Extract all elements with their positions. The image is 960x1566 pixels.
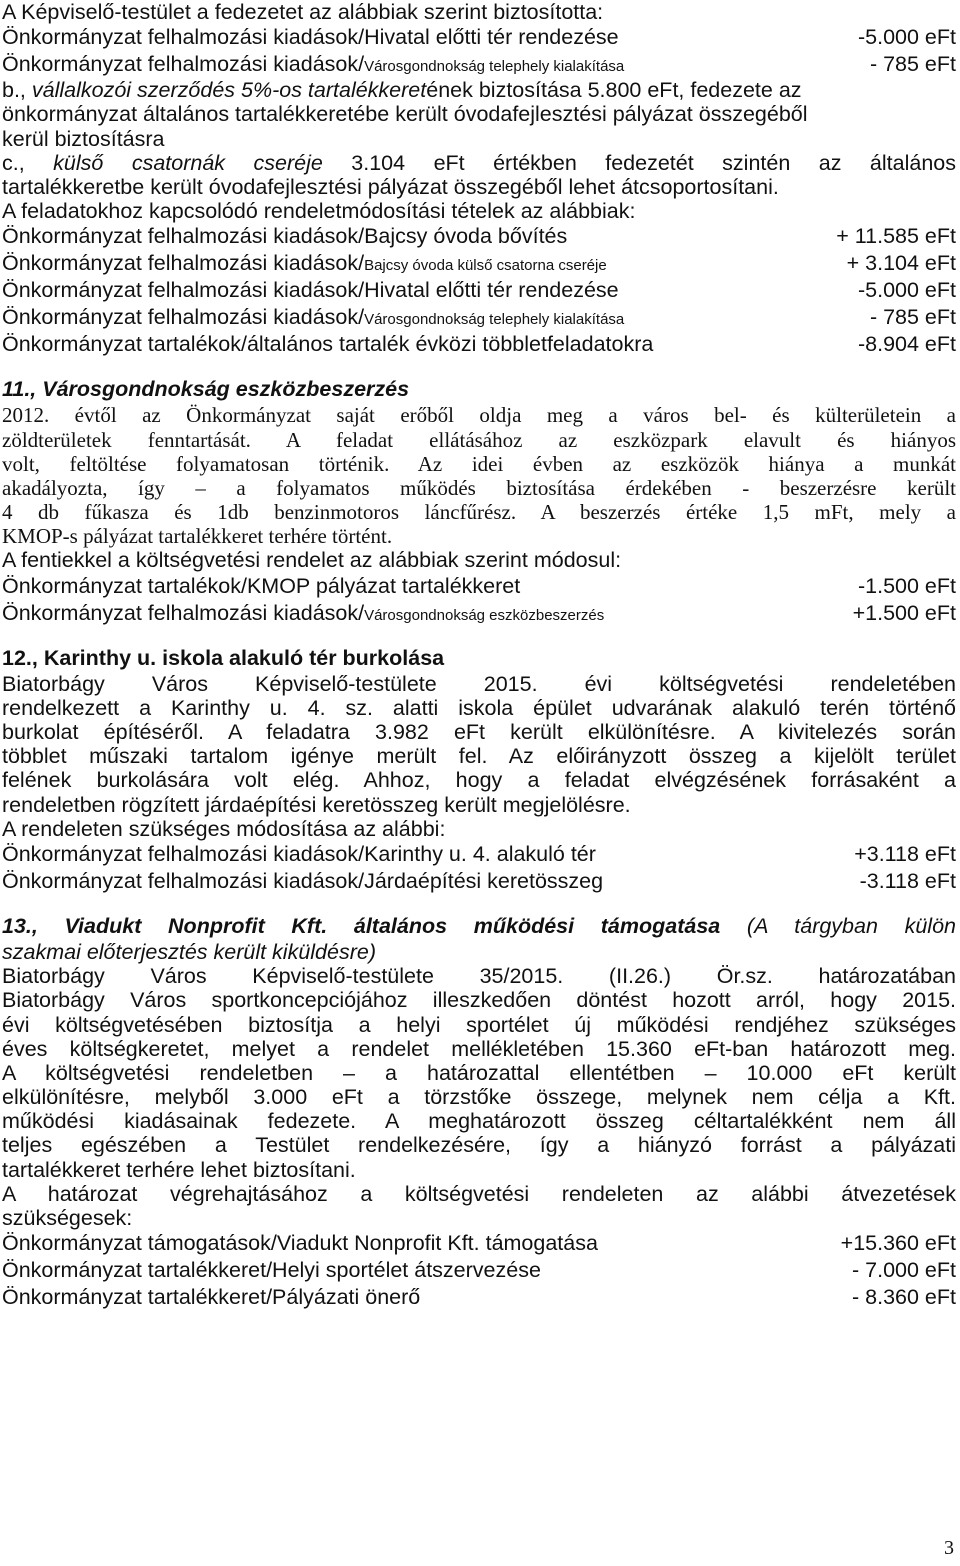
budget-row bbox=[2, 331, 956, 358]
budget-row-label bbox=[2, 250, 607, 277]
section-11-heading: 11., Városgondnokság eszközbeszerzés bbox=[2, 377, 410, 402]
modification-rows bbox=[2, 223, 956, 358]
budget-row-label-main: Önkormányzat tartalékok/KMOP pályázat tartalékkeret bbox=[2, 573, 521, 598]
budget-row-label bbox=[2, 841, 596, 868]
paragraph-line: A költségvetési rendeletben – a határozattal ellentétben – 10.000 eFt került bbox=[2, 1060, 956, 1085]
budget-row-label-detail: Városgondnokság telephely kialakítása bbox=[364, 58, 625, 76]
section-12-heading: 12., Karinthy u. iskola alakuló tér burkolása bbox=[2, 645, 445, 670]
paragraph-line: A határozat végrehajtásához a költségvetési rendeleten az alábbi átvezetések bbox=[2, 1181, 956, 1206]
budget-row-label bbox=[2, 24, 619, 51]
budget-row-amount: -8.904 eFt bbox=[858, 332, 956, 357]
budget-row bbox=[2, 277, 956, 304]
paragraph-line: működési kiadásainak fedezete. A meghatározott összeg céltartalékként nem áll bbox=[2, 1109, 956, 1134]
budget-row-label-main: Önkormányzat támogatások/Viadukt Nonprofit Kft. támogatása bbox=[2, 1231, 598, 1256]
budget-row-label-main: Önkormányzat felhalmozási kiadások/Hivatal előtti tér rendezése bbox=[2, 278, 619, 303]
budget-row-label-main: Önkormányzat felhalmozási kiadások/Járdaépítési keretösszeg bbox=[2, 868, 604, 893]
paragraph-line: teljes egészében a Testület rendelkezésére, így a hiányzó forrást a pályázati bbox=[2, 1133, 956, 1158]
section-12-rows bbox=[2, 841, 956, 895]
section-13-heading-line2: szakmai előterjesztés került kiküldésre) bbox=[2, 939, 376, 964]
budget-row-label-main: Önkormányzat tartalékok/általános tartalék évközi többletfeladatokra bbox=[2, 332, 654, 357]
budget-row-label bbox=[2, 331, 653, 358]
budget-row-label-main: Önkormányzat felhalmozási kiadások/ bbox=[2, 600, 365, 625]
budget-row bbox=[2, 223, 956, 250]
paragraph-line: éves költségkeretet, melyet a rendelet mellékletében 15.360 eFt-ban határozott meg. bbox=[2, 1036, 956, 1061]
budget-row bbox=[2, 1284, 956, 1311]
budget-row bbox=[2, 51, 956, 78]
item-c-line2: tartalékkeretbe került óvodafejlesztési pályázat összegéből lehet átcsoportosítani. bbox=[2, 174, 779, 199]
budget-row-amount: + 3.104 eFt bbox=[846, 251, 956, 276]
budget-row bbox=[2, 573, 956, 600]
budget-row bbox=[2, 600, 956, 627]
section-11-mod-intro: A fentiekkel a költségvetési rendelet az alábbiak szerint módosul: bbox=[2, 548, 622, 573]
budget-row bbox=[2, 250, 956, 277]
budget-row bbox=[2, 868, 956, 895]
paragraph-line: 2012. évtől az Önkormányzat saját erőből oldja meg a város bel- és külterületein a bbox=[2, 403, 956, 428]
section-13-paragraph-2 bbox=[2, 1182, 956, 1230]
budget-row-label-main: Önkormányzat felhalmozási kiadások/ bbox=[2, 305, 365, 330]
funding-rows bbox=[2, 24, 956, 78]
budget-row-amount: +3.118 eFt bbox=[854, 841, 956, 866]
item-c-line1: c., külső csatornák cseréje 3.104 eFt értékben fedezetét szintén az általános bbox=[2, 150, 956, 175]
paragraph-line: rendeletben rögzített járdaépítési keretösszeg került megjelölésre. bbox=[2, 792, 631, 817]
paragraph-line: elkülönítésre, melyből 3.000 eFt a törzstőke összege, melynek nem célja a Kft. bbox=[2, 1085, 956, 1110]
budget-row bbox=[2, 1257, 956, 1284]
budget-row-label bbox=[2, 868, 603, 895]
budget-row-label-detail: Bajcsy óvoda külső csatorna cseréje bbox=[364, 257, 607, 275]
budget-row-amount: - 8.360 eFt bbox=[852, 1285, 956, 1310]
budget-row-amount: -1.500 eFt bbox=[858, 573, 956, 598]
budget-row-amount: -5.000 eFt bbox=[858, 25, 956, 50]
budget-row-amount: + 11.585 eFt bbox=[836, 224, 956, 249]
section-13-heading: 13., Viadukt Nonprofit Kft. általános működési támogatása (A tárgyban külön bbox=[2, 913, 956, 938]
item-b-line1: b., vállalkozói szerződés 5%-os tartalékkeretének biztosítása 5.800 eFt, fedezete az bbox=[2, 78, 802, 103]
paragraph-line: tartalékkeret terhére lehet biztosítani. bbox=[2, 1157, 356, 1182]
paragraph-line: zöldterületek fenntartását. A feladat ellátásához az eszközpark elavult és hiányos bbox=[2, 427, 956, 452]
budget-row-label-main: Önkormányzat tartalékkeret/Pályázati önerő bbox=[2, 1285, 421, 1310]
paragraph-line: burkolat építéséről. A feladatra 3.982 eFt került elkülönítésre. A kivitelezés során bbox=[2, 720, 956, 744]
budget-row-label bbox=[2, 1257, 541, 1284]
budget-row bbox=[2, 1230, 956, 1257]
section-12-mod-intro: A rendeleten szükséges módosítása az alábbi: bbox=[2, 816, 446, 841]
budget-row-label-detail: Városgondnokság telephely kialakítása bbox=[364, 311, 625, 329]
item-b-line3: kerül biztosításra bbox=[2, 126, 165, 151]
paragraph-line: évi költségvetésében biztosítja a helyi sportélet új működési rendjéhez szükséges bbox=[2, 1012, 956, 1037]
page-number: 3 bbox=[944, 1537, 954, 1559]
item-b-line2: önkormányzat általános tartalékkeretébe került óvodafejlesztési pályázat összegéből bbox=[2, 102, 808, 127]
section-13-rows bbox=[2, 1230, 956, 1311]
paragraph-line: felének burkolására volt elég. Ahhoz, hogy a feladat elvégzésének forrásaként a bbox=[2, 768, 956, 793]
budget-row-amount: +15.360 eFt bbox=[840, 1231, 956, 1256]
section-11-rows bbox=[2, 573, 956, 627]
section-11-paragraph bbox=[2, 403, 956, 548]
budget-row-amount: - 7.000 eFt bbox=[852, 1258, 956, 1283]
budget-row-label bbox=[2, 1284, 420, 1311]
budget-row bbox=[2, 841, 956, 868]
paragraph-line: akadályozta, így – a folyamatos működés biztosítása érdekében - beszerzésre került bbox=[2, 475, 956, 500]
paragraph-line: Biatorbágy Város sportkoncepciójához illeszkedően döntést hozott arról, hogy 2015. bbox=[2, 988, 956, 1013]
budget-row-label-main: Önkormányzat felhalmozási kiadások/ bbox=[2, 52, 365, 77]
budget-row-label bbox=[2, 277, 619, 304]
budget-row-label bbox=[2, 573, 520, 600]
budget-row-amount: - 785 eFt bbox=[869, 305, 956, 330]
paragraph-line: volt, feltöltése folyamatosan történik. Az idei évben az eszközök hiánya a munkát bbox=[2, 451, 956, 476]
budget-row-amount: - 785 eFt bbox=[869, 52, 956, 77]
intro-text: A Képviselő-testület a fedezetet az alábbiak szerint biztosította: bbox=[2, 0, 604, 24]
budget-row-label bbox=[2, 1230, 598, 1257]
paragraph-line: KMOP-s pályázat tartalékkeret terhére történt. bbox=[2, 524, 393, 549]
budget-row-label-main: Önkormányzat tartalékkeret/Helyi sportélet átszervezése bbox=[2, 1258, 541, 1283]
budget-row-label bbox=[2, 51, 624, 78]
budget-row-label-main: Önkormányzat felhalmozási kiadások/Bajcsy óvoda bővítés bbox=[2, 224, 568, 249]
budget-row-amount: -3.118 eFt bbox=[859, 868, 956, 893]
budget-row bbox=[2, 304, 956, 331]
budget-row-label bbox=[2, 304, 624, 331]
budget-row-amount: +1.500 eFt bbox=[852, 600, 956, 625]
budget-row-amount: -5.000 eFt bbox=[858, 278, 956, 303]
budget-row-label bbox=[2, 223, 567, 250]
modification-intro: A feladatokhoz kapcsolódó rendeletmódosítási tételek az alábbiak: bbox=[2, 199, 636, 224]
budget-row-label-main: Önkormányzat felhalmozási kiadások/Hivatal előtti tér rendezése bbox=[2, 25, 619, 50]
budget-row-label-main: Önkormányzat felhalmozási kiadások/Karinthy u. 4. alakuló tér bbox=[2, 841, 596, 866]
budget-row-label-main: Önkormányzat felhalmozási kiadások/ bbox=[2, 251, 365, 276]
section-12-paragraph bbox=[2, 672, 956, 817]
budget-row-label bbox=[2, 600, 604, 627]
budget-row bbox=[2, 24, 956, 51]
paragraph-line: szükségesek: bbox=[2, 1206, 133, 1230]
paragraph-line: rendelkezett a Karinthy u. 4. sz. alatti iskola épület udvarának alakuló terén történő bbox=[2, 695, 956, 720]
paragraph-line: Biatorbágy Város Képviselő-testülete 2015. évi költségvetési rendeletében bbox=[2, 671, 956, 696]
budget-row-label-detail: Városgondnokság eszközbeszerzés bbox=[364, 606, 605, 624]
paragraph-line: 4 db fűkasza és 1db benzinmotoros láncfűrész. A beszerzés értéke 1,5 mFt, mely a bbox=[2, 500, 956, 525]
paragraph-line: Biatorbágy Város Képviselő-testülete 35/2015. (II.26.) Ör.sz. határozatában bbox=[2, 964, 956, 989]
section-13-paragraph bbox=[2, 964, 956, 1182]
paragraph-line: többlet műszaki tartalom igénye merült fel. Az előirányzott összeg a kijelölt terület bbox=[2, 744, 956, 769]
